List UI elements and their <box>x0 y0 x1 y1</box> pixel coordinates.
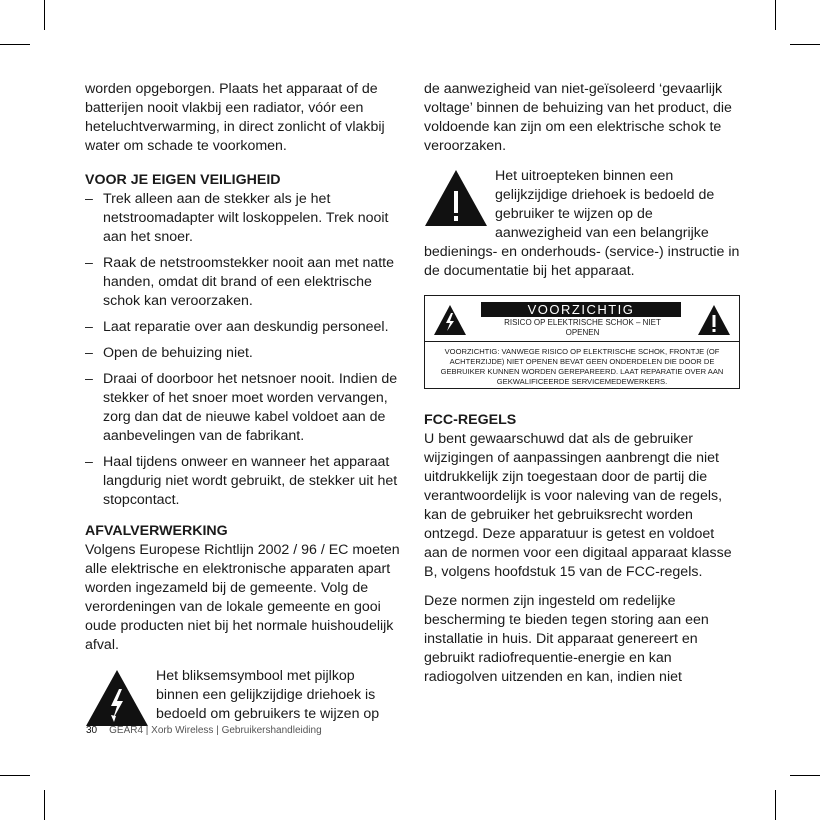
fcc-paragraph: U bent gewaarschuwd dat als de gebruiker wijzigingen of aanpassingen aanbrengt die niet uitdrukkelijk zijn toegestaan door de partij die verantwoordelijk is voor naleving van de regels, kan de gebruiker het gebruiksrecht worden ontzegd. Deze apparatuur is getest en voldoet aan de normen voor een digitaal apparaat klasse B, volgens hoofdstuk 15 van de FCC-regels. <box>424 431 732 580</box>
exclamation-warning-text: Het uitroepteken binnen een gelijkzijdige driehoek is bedoeld de gebruiker te wijzen op de aanwezigheid van een belangrijke bedienings- en onderhouds- (service-) instructie in de documentatie bij het apparaat. <box>424 168 740 279</box>
crop-mark <box>790 775 820 776</box>
fcc-heading: FCC-REGELS <box>424 412 517 428</box>
caution-title: VOORZICHTIG <box>481 302 681 317</box>
bolt-warning <box>85 667 400 724</box>
list-item: – Draai of doorboor het netsnoer nooit. Indien de stekker of het snoer moet worden vervangen, zorg dan dat de nieuwe kabel voldoet aan de aanbevelingen van de fabrikant. <box>85 371 398 444</box>
list-item: – Open de behuizing niet. <box>85 345 253 361</box>
crop-mark <box>775 0 776 30</box>
page-number: 30 <box>86 725 98 736</box>
crop-mark <box>775 790 776 820</box>
caution-label <box>424 295 740 389</box>
waste-heading: AFVALVERWERKING <box>85 523 228 539</box>
exclamation-warning <box>424 167 740 281</box>
crop-mark <box>44 790 45 820</box>
list-item: – Haal tijdens onweer en wanneer het apparaat langdurig niet wordt gebruikt, de stekker uit het stopcontact. <box>85 454 398 508</box>
continued-paragraph: de aanwezigheid van niet-geïsoleerd ‘gevaarlijk voltage’ binnen de behuizing van het product, die voldoende kan zijn om een elektrische schok te veroorzaken. <box>424 81 732 154</box>
safety-list <box>85 190 400 510</box>
caution-divider <box>425 341 739 342</box>
crop-mark <box>0 44 30 45</box>
list-item: – Raak de netstroomstekker nooit aan met natte handen, omdat dit brand of een elektrische schok kan veroorzaken. <box>85 255 395 309</box>
bolt-warning-text: Het bliksemsymbool met pijlkop binnen een gelijkzijdige driehoek is bedoeld om gebruikers te wijzen op <box>156 668 380 722</box>
page-footer <box>86 725 322 736</box>
intro-paragraph: worden opgeborgen. Plaats het apparaat of de batterijen nooit vlakbij een radiator, vóór een heteluchtverwarming, in direct zonlicht of vlakbij water om schade te voorkomen. <box>85 81 385 154</box>
footer-text: GEAR4 | Xorb Wireless | Gebruikershandleiding <box>109 725 322 736</box>
caution-subtitle: RISICO OP ELEKTRISCHE SCHOK – NIET OPENEN <box>504 318 661 337</box>
right-column <box>424 80 740 687</box>
caution-body: VOORZICHTIG: VANWEGE RISICO OP ELEKTRISCHE SCHOK, FRONTJE (OF ACHTERZIJDE) NIET OPENEN BEVAT GEEN ONDERDELEN DIE DOOR DE GEBRUIKER KUNNEN WORDEN GEREPAREERD. LAAT REPARATIE OVER AAN GEKWALIFICEERDE SERVICEMEDEWERKERS. <box>440 347 724 386</box>
left-column <box>85 80 400 727</box>
exclamation-warning-icon <box>424 169 488 227</box>
exclamation-icon <box>697 304 731 336</box>
list-item: – Trek alleen aan de stekker als je het netstroomadapter wilt loskoppelen. Trek nooit aan het snoer. <box>85 191 389 245</box>
lightning-bolt-warning-icon <box>85 669 149 727</box>
waste-paragraph: Volgens Europese Richtlijn 2002 / 96 / EC moeten alle elektrische en elektronische apparaten apart worden ingezameld bij de gemeente. Volg de verordeningen van de lokale gemeente en gooi oude producten niet bij het normale huishoudelijk afval. <box>85 542 400 653</box>
crop-mark <box>790 44 820 45</box>
safety-heading: VOOR JE EIGEN VEILIGHEID <box>85 172 281 188</box>
lightning-bolt-icon <box>433 304 467 336</box>
fcc-paragraph-2: Deze normen zijn ingesteld om redelijke bescherming te bieden tegen storing aan een installatie in huis. Dit apparaat genereert en gebruikt radiofrequentie-energie en kan radiogolven uitzenden en kan, indien niet <box>424 593 709 685</box>
list-item: – Laat reparatie over aan deskundig personeel. <box>85 319 389 335</box>
crop-mark <box>0 775 30 776</box>
crop-mark <box>44 0 45 30</box>
